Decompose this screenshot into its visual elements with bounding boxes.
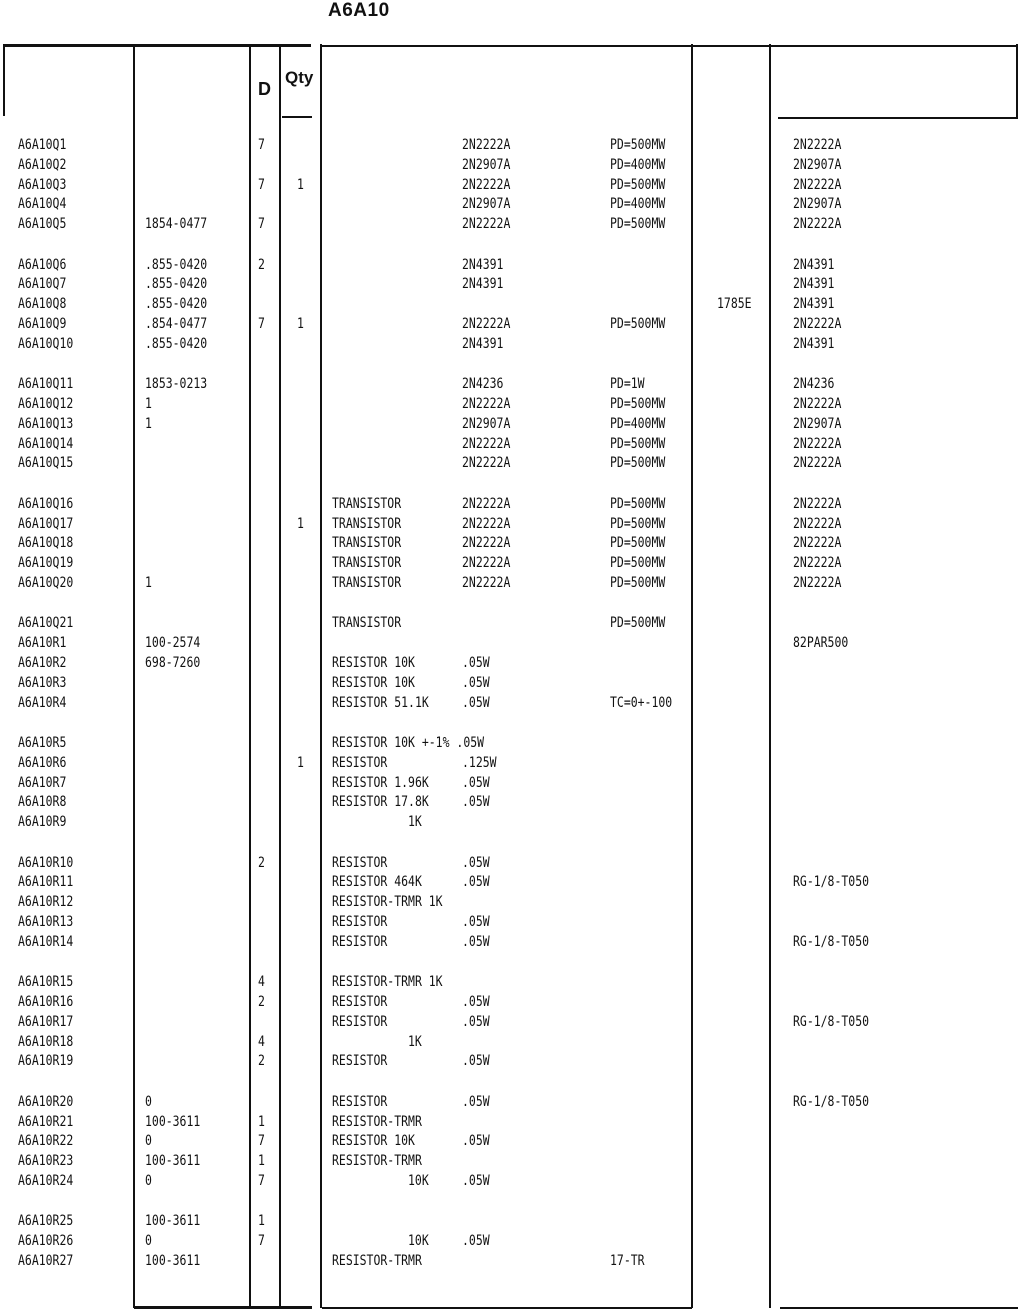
reference-designator: A6A10R26 [18, 1233, 74, 1250]
reference-designator: A6A10R13 [18, 914, 74, 930]
description: RESISTOR-TRMR [332, 1153, 422, 1170]
part-number: 1 [145, 415, 152, 432]
mfr-part-number: 2N2222A [793, 176, 842, 193]
power-rating: PD=500MW [610, 515, 666, 532]
bottom-rule-left [134, 1306, 312, 1309]
part-type: 2N4391 [462, 335, 504, 352]
reference-designator: A6A10R6 [18, 754, 67, 771]
part-type: .05W [462, 674, 490, 691]
part-number: 100-3611 [145, 1253, 201, 1269]
mfr-part-number: RG-1/8-T050 [793, 1013, 870, 1030]
power-rating: TC=0+-100 [610, 694, 673, 711]
part-type: 2N2907A [462, 415, 511, 432]
description: RESISTOR [332, 994, 388, 1010]
reference-designator: A6A10R12 [18, 894, 74, 911]
value: 1K [408, 814, 422, 831]
description: TRANSISTOR [332, 615, 402, 632]
power-rating: PD=400MW [610, 156, 666, 173]
power-rating: PD=500MW [610, 455, 666, 472]
description: RESISTOR [332, 933, 388, 950]
part-type: 2N2222A [462, 575, 511, 591]
reference-designator: A6A10R8 [18, 794, 67, 811]
mfr-part-number: RG-1/8-T050 [793, 874, 870, 891]
reference-designator: A6A10Q13 [18, 415, 74, 432]
part-type: .05W [462, 694, 490, 711]
reference-designator: A6A10Q15 [18, 455, 74, 472]
description: RESISTOR 10K [332, 674, 415, 691]
quantity: 1 [297, 316, 304, 332]
reference-designator: A6A10R7 [18, 774, 67, 791]
reference-designator: A6A10R5 [18, 735, 67, 751]
part-type: .05W [462, 794, 490, 811]
reference-designator: A6A10Q1 [18, 137, 67, 153]
part-type: 2N2222A [462, 137, 511, 153]
mfr-part-number: 2N2222A [793, 216, 842, 233]
description: RESISTOR [332, 1093, 388, 1110]
reference-designator: A6A10Q5 [18, 216, 67, 233]
description: RESISTOR 10K [332, 655, 415, 671]
part-number: 1 [145, 396, 152, 412]
mfr-part-number: 2N4391 [793, 335, 835, 352]
power-rating: PD=400MW [610, 196, 666, 213]
power-rating: PD=500MW [610, 575, 666, 591]
part-number: .855-0420 [145, 296, 208, 313]
part-number: 100-3611 [145, 1113, 201, 1130]
mfr-part-number: RG-1/8-T050 [793, 933, 870, 950]
power-rating: PD=500MW [610, 555, 666, 572]
part-number: 100-3611 [145, 1213, 201, 1230]
part-type: 2N4236 [462, 376, 504, 393]
power-rating: PD=500MW [610, 396, 666, 412]
part-type: .05W [462, 874, 490, 891]
mfr-part-number: 2N4391 [793, 276, 835, 293]
part-type: 2N4391 [462, 276, 504, 293]
mfr-part-number: 2N2222A [793, 535, 842, 552]
reference-designator: A6A10Q8 [18, 296, 67, 313]
description: RESISTOR-TRMR 1K [332, 894, 443, 911]
reference-designator: A6A10Q19 [18, 555, 74, 572]
part-type: 2N2222A [462, 435, 511, 452]
mfr-part-number: 2N2222A [793, 137, 842, 153]
part-type: .125W [462, 754, 497, 771]
part-number: .855-0420 [145, 335, 208, 352]
mfr-part-number: 2N2222A [793, 575, 842, 591]
check-digit: 4 [258, 974, 265, 991]
power-rating: PD=500MW [610, 435, 666, 452]
reference-designator: A6A10Q14 [18, 435, 74, 452]
part-type: 2N2907A [462, 156, 511, 173]
part-type: 2N2222A [462, 176, 511, 193]
part-type: .05W [462, 1233, 490, 1250]
reference-designator: A6A10Q3 [18, 176, 67, 193]
check-digit: 4 [258, 1033, 265, 1050]
reference-designator: A6A10R20 [18, 1093, 74, 1110]
mfr-part-number: RG-1/8-T050 [793, 1093, 870, 1110]
reference-designator: A6A10R15 [18, 974, 74, 991]
part-type: .05W [462, 1173, 490, 1189]
check-digit: 7 [258, 1173, 265, 1189]
part-type: .05W [462, 854, 490, 871]
part-type: .05W [462, 1133, 490, 1150]
reference-designator: A6A10Q12 [18, 396, 74, 412]
part-type: 2N2222A [462, 495, 511, 512]
description: TRANSISTOR [332, 555, 402, 572]
quantity: 1 [297, 176, 304, 193]
reference-designator: A6A10R11 [18, 874, 74, 891]
check-digit: 7 [258, 316, 265, 332]
part-type: 2N4391 [462, 256, 504, 273]
reference-designator: A6A10Q18 [18, 535, 74, 552]
reference-designator: A6A10R23 [18, 1153, 74, 1170]
mfr-part-number: 2N2222A [793, 316, 842, 332]
column-divider-7 [769, 44, 771, 1308]
power-rating: PD=500MW [610, 216, 666, 233]
column-divider-8 [1016, 44, 1018, 118]
part-type: .05W [462, 774, 490, 791]
part-type: .05W [462, 1093, 490, 1110]
description: RESISTOR [332, 1053, 388, 1070]
reference-designator: A6A10R17 [18, 1013, 74, 1030]
column-divider-4 [279, 44, 281, 1308]
check-digit: 2 [258, 854, 265, 871]
mfr-part-number: 82PAR500 [793, 635, 849, 652]
description: RESISTOR [332, 1013, 388, 1030]
column-divider-6 [691, 44, 693, 1308]
part-number: 0 [145, 1093, 152, 1110]
description: RESISTOR-TRMR [332, 1113, 422, 1130]
check-digit: 2 [258, 256, 265, 273]
reference-designator: A6A10Q4 [18, 196, 67, 213]
reference-designator: A6A10R1 [18, 635, 67, 652]
description: RESISTOR 10K [332, 1133, 415, 1150]
part-number: 1853-0213 [145, 376, 208, 393]
description: TRANSISTOR [332, 495, 402, 512]
description: TRANSISTOR [332, 515, 402, 532]
description: RESISTOR-TRMR [332, 1253, 422, 1269]
header-rule-left [282, 116, 312, 118]
check-digit: 1 [258, 1213, 265, 1230]
quantity: 1 [297, 754, 304, 771]
column-divider-5 [320, 44, 322, 1308]
description: RESISTOR-TRMR 1K [332, 974, 443, 991]
mfr-part-number: 2N2907A [793, 196, 842, 213]
value: 10K [408, 1233, 429, 1250]
reference-designator: A6A10R3 [18, 674, 67, 691]
mfr-part-number: 2N2222A [793, 555, 842, 572]
check-digit: 7 [258, 1133, 265, 1150]
description: RESISTOR 51.1K [332, 694, 429, 711]
reference-designator: A6A10Q16 [18, 495, 74, 512]
value: 1K [408, 1033, 422, 1050]
part-type: .05W [462, 655, 490, 671]
part-number: 100-2574 [145, 635, 201, 652]
value: 10K [408, 1173, 429, 1189]
reference-designator: A6A10Q6 [18, 256, 67, 273]
power-rating: PD=400MW [610, 415, 666, 432]
header-qty: Qty [285, 68, 314, 87]
page-title: A6A10 [328, 0, 390, 21]
part-number: 100-3611 [145, 1153, 201, 1170]
column-divider-1 [3, 44, 5, 116]
power-rating: PD=500MW [610, 495, 666, 512]
check-digit: 7 [258, 137, 265, 153]
check-digit: 1 [258, 1153, 265, 1170]
reference-designator: A6A10R27 [18, 1253, 74, 1269]
quantity: 1 [297, 515, 304, 532]
column-divider-2 [133, 44, 135, 1308]
check-digit: 2 [258, 1053, 265, 1070]
part-type: 2N2222A [462, 535, 511, 552]
reference-designator: A6A10R10 [18, 854, 74, 871]
part-type: .05W [462, 1053, 490, 1070]
reference-designator: A6A10Q11 [18, 376, 74, 393]
mfr-part-number: 2N2907A [793, 415, 842, 432]
part-number: .855-0420 [145, 276, 208, 293]
part-type: 2N2907A [462, 196, 511, 213]
reference-designator: A6A10R2 [18, 655, 67, 671]
reference-designator: A6A10R19 [18, 1053, 74, 1070]
reference-designator: A6A10Q17 [18, 515, 74, 532]
part-number: 0 [145, 1173, 152, 1189]
reference-designator: A6A10Q7 [18, 276, 67, 293]
check-digit: 2 [258, 994, 265, 1010]
mfr-part-number: 2N2222A [793, 515, 842, 532]
description: TRANSISTOR [332, 535, 402, 552]
mfr-part-number: 2N2222A [793, 435, 842, 452]
part-number: 1 [145, 575, 152, 591]
part-type: 2N2222A [462, 316, 511, 332]
part-type: 2N2222A [462, 555, 511, 572]
power-rating: PD=500MW [610, 535, 666, 552]
description: RESISTOR [332, 914, 388, 930]
reference-designator: A6A10Q2 [18, 156, 67, 173]
reference-designator: A6A10R18 [18, 1033, 74, 1050]
reference-designator: A6A10R22 [18, 1133, 74, 1150]
power-rating: PD=1W [610, 376, 645, 393]
mfr-part-number: 2N4391 [793, 296, 835, 313]
part-type: .05W [462, 914, 490, 930]
mfr-part-number: 2N2907A [793, 156, 842, 173]
reference-designator: A6A10Q10 [18, 335, 74, 352]
check-digit: 1 [258, 1113, 265, 1130]
part-type: .05W [462, 1013, 490, 1030]
mfr-part-number: 2N4391 [793, 256, 835, 273]
part-type: 2N2222A [462, 515, 511, 532]
description: RESISTOR 17.8K [332, 794, 429, 811]
top-rule-right [320, 45, 1018, 47]
mfr-part-number: 2N4236 [793, 376, 835, 393]
part-number: .854-0477 [145, 316, 208, 332]
header-d: D [258, 79, 271, 99]
part-type: .05W [462, 994, 490, 1010]
header-rule-right [778, 117, 1018, 119]
description: RESISTOR 1.96K [332, 774, 429, 791]
part-number: 1854-0477 [145, 216, 208, 233]
bottom-rule-right [322, 1307, 692, 1309]
power-rating: PD=500MW [610, 137, 666, 153]
part-type: 2N2222A [462, 396, 511, 412]
power-rating: PD=500MW [610, 176, 666, 193]
part-number: 0 [145, 1133, 152, 1150]
check-digit: 7 [258, 216, 265, 233]
reference-designator: A6A10R16 [18, 994, 74, 1010]
reference-designator: A6A10R24 [18, 1173, 74, 1189]
reference-designator: A6A10R25 [18, 1213, 74, 1230]
part-type: 2N2222A [462, 216, 511, 233]
check-digit: 7 [258, 176, 265, 193]
bottom-rule-far [780, 1307, 1018, 1309]
column-divider-3 [249, 44, 251, 1308]
check-digit: 7 [258, 1233, 265, 1250]
description: RESISTOR [332, 754, 388, 771]
description: RESISTOR [332, 854, 388, 871]
reference-designator: A6A10Q9 [18, 316, 67, 332]
description: RESISTOR 464K [332, 874, 422, 891]
part-number: 0 [145, 1233, 152, 1250]
part-number: .855-0420 [145, 256, 208, 273]
description: TRANSISTOR [332, 575, 402, 591]
part-number: 698-7260 [145, 655, 201, 671]
mfr-part-number: 2N2222A [793, 396, 842, 412]
power-rating: PD=500MW [610, 615, 666, 632]
mfr-part-number: 2N2222A [793, 455, 842, 472]
power-rating: 17-TR [610, 1253, 645, 1269]
mfr-code: 1785E [717, 296, 752, 313]
top-rule-left [3, 44, 311, 47]
part-type: .05W [462, 933, 490, 950]
reference-designator: A6A10Q20 [18, 575, 74, 591]
reference-designator: A6A10R9 [18, 814, 67, 831]
description: RESISTOR 10K +-1% .05W [332, 735, 485, 751]
power-rating: PD=500MW [610, 316, 666, 332]
reference-designator: A6A10R21 [18, 1113, 74, 1130]
reference-designator: A6A10Q21 [18, 615, 74, 632]
part-type: 2N2222A [462, 455, 511, 472]
mfr-part-number: 2N2222A [793, 495, 842, 512]
reference-designator: A6A10R4 [18, 694, 67, 711]
reference-designator: A6A10R14 [18, 933, 74, 950]
